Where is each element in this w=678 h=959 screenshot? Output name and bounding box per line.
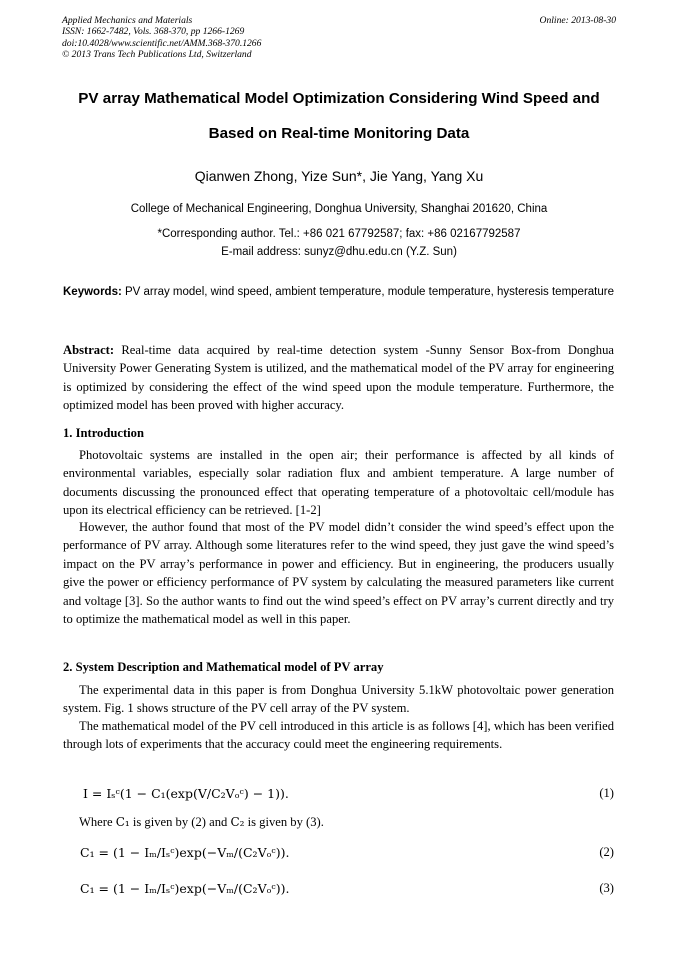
introduction-paragraph-2: However, the author found that most of the PV model didn’t consider the wind speed’s effect upon the performance of PV array. Although some literatures refer to the wind speed, they just gave the wind speed’s impact on the PV array’s performance in power and efficiency. But in engineering, the producers usually give the power or efficiency performance of PV system by calculating the measured parameters like current and voltage [3]. So the author wants to find out the wind speed’s effect on PV array’s current directly and try to optimize the mathematical model as well in this paper. (63, 520, 614, 627)
abstract-label: Abstract: (63, 343, 115, 357)
abstract-text: Real-time data acquired by real-time detection system -Sunny Sensor Box-from Donghua University Power Generating System is utilized, and the mathematical model of the PV array for engineering is optimized by considering the effect of the wind speed upon the module temperature. Furthermore, the optimized model has been proved with higher accuracy. (63, 343, 614, 413)
journal-header (62, 15, 616, 60)
abstract (63, 341, 614, 415)
journal-copyright: © 2013 Trans Tech Publications Ltd, Switzerland (62, 48, 252, 60)
equation-1-formula: I = Iₛᶜ(1 − C₁(exp(V/C₂Vₒᶜ) − 1)). (83, 786, 289, 801)
where-text-1: Where (79, 815, 116, 829)
keywords-label: Keywords: (63, 286, 122, 298)
keywords-text: PV array model, wind speed, ambient temperature, module temperature, hysteresis temperature (125, 286, 614, 298)
where-text-2: is given by (2) and (129, 815, 231, 829)
section-heading-system: 2. System Description and Mathematical model of PV array (63, 660, 384, 674)
author-list: Qianwen Zhong, Yize Sun*, Jie Yang, Yang Xu (194, 168, 484, 184)
journal-issn: ISSN: 1662-7482, Vols. 368-370, pp 1266-1269 (62, 26, 245, 38)
equation-3-number: (3) (599, 881, 614, 895)
introduction-paragraph-1: Photovoltaic systems are installed in the open air; their performance is affected by all kinds of environmental variables, especially solar radiation flux and ambient temperature. A large number of documents discussing the pronounced effect that operating temperature of a photovoltaic cell/module has upon its electrical efficiency can be retrieved. [1-2] (63, 448, 614, 518)
equation-3-formula: C₁ = (1 − Iₘ/Iₛᶜ)exp(−Vₘ/(C₂Vₒᶜ)). (80, 881, 290, 896)
section-heading-introduction: 1. Introduction (63, 426, 144, 440)
email-address: E-mail address: sunyz@dhu.edu.cn (Y.Z. Sun) (221, 246, 457, 258)
online-date: Online: 2013-08-30 (539, 15, 616, 26)
paper-title-line-2: Based on Real-time Monitoring Data (208, 125, 470, 142)
keywords (63, 283, 614, 301)
equation-1-number: (1) (599, 786, 614, 800)
affiliation: College of Mechanical Engineering, Donghua University, Shanghai 201620, China (130, 203, 548, 215)
corresponding-author: *Corresponding author. Tel.: +86 021 67792587; fax: +86 02167792587 (157, 228, 521, 240)
equation-2-number: (2) (599, 845, 614, 859)
system-paragraph-1: The experimental data in this paper is from Donghua University 5.1kW photovoltaic power generation system. Fig. 1 shows structure of the PV cell array of the PV system. (63, 683, 614, 716)
equation-where-clause (79, 815, 324, 830)
where-symbol-c1: C₁ (115, 815, 130, 829)
paper-title-line-1: PV array Mathematical Model Optimization Considering Wind Speed and (78, 90, 600, 107)
where-symbol-c2: C₂ (230, 815, 245, 829)
equation-2-formula: C₁ = (1 − Iₘ/Iₛᶜ)exp(−Vₘ/(C₂Vₒᶜ)). (80, 845, 290, 860)
where-text-3: is given by (3). (244, 815, 324, 829)
journal-doi: doi:10.4028/www.scientific.net/AMM.368-370.1266 (62, 37, 262, 49)
system-paragraph-2: The mathematical model of the PV cell introduced in this article is as follows [4], which has been verified through lots of experiments that the accuracy could meet the engineering requirements. (63, 719, 614, 752)
journal-name: Applied Mechanics and Materials (62, 15, 193, 26)
